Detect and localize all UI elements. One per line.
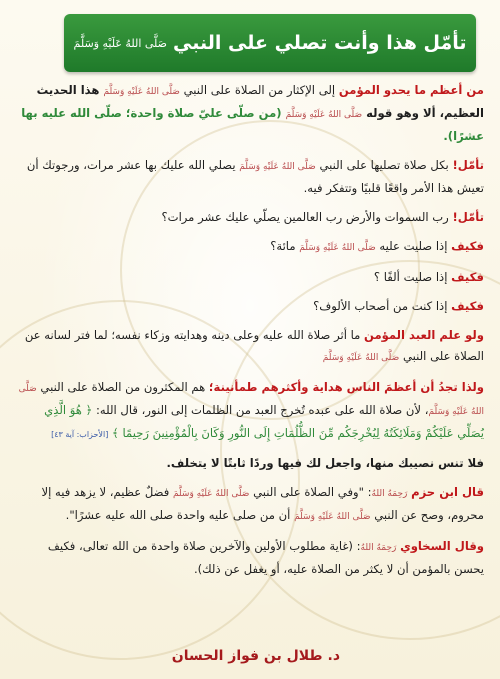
paragraph-10: قال ابن حزم رَحِمَهُ اللهُ: "وفي الصلاة على النبي صَلَّى اللهُ عَلَيْهِ وَسَلَّمَ فضلٌ عظيم، لا يزهد فيه إلا محروم، وصح عن النبي صَلَّى اللهُ عَلَيْهِ وَسَلَّمَ أن من صلى عليه واحدة صلى الله عليه عشرًا". <box>41 485 484 522</box>
quran-verse: ﴿ هُوَ الَّذِي يُصَلِّي عَلَيْكُمْ وَمَلَائِكَتُهُ لِيُخْرِجَكُم مِّنَ الظُّلُمَاتِ إِلَى النُّورِ وَكَانَ بِالْمُؤْمِنِينَ رَحِيمًا ﴾ <box>44 403 484 440</box>
paragraph-1: من أعظم ما يحدو المؤمن إلى الإكثار من الصلاة على النبي صَلَّى اللهُ عَلَيْهِ وَسَلَّمَ هذا الحديث العظيم، ألا وهو قوله صَلَّى اللهُ عَلَيْهِ وَسَلَّمَ (من صلّى عليّ صلاة واحدة؛ صلّى الله عليه بها عشرًا). <box>21 83 484 143</box>
title-banner <box>64 14 476 72</box>
paragraph-11: وقال السخاوي رَحِمَهُ اللهُ: (غاية مطلوب الأولين والآخرين صلاة واحدة من الله تعالى، فكيف يحسن بالمؤمن أن لا يكثر من الصلاة عليه، أو يغفل عن ذلك). <box>47 539 484 576</box>
article-body <box>18 80 484 588</box>
page-title: تأمّل هذا وأنت تصلي على النبي <box>173 32 467 54</box>
paragraph-2: تأمّل! بكل صلاة تصليها على النبي صَلَّى اللهُ عَلَيْهِ وَسَلَّمَ يصلي الله عليك بها عشر مرات، ورجوتك أن تعيش هذا الأمر واقعًا قلبيًا وتتفكر فيه. <box>26 158 484 195</box>
paragraph-9: فلا تنس نصيبك منها، واجعل لك فيها وردًا ثابتًا لا يتخلف. <box>166 456 484 470</box>
paragraph-6: فكيف إذا كنت من أصحاب الألوف؟ <box>313 299 484 313</box>
author-signature: د. طلال بن فواز الحسان <box>171 648 340 664</box>
paragraph-5: فكيف إذا صليت ألفًا ؟ <box>373 270 484 284</box>
verse-reference: [الأحزاب: آية ٤٣] <box>51 430 109 439</box>
paragraph-8: ولذا تجدُ أن أعظمَ الناس هداية وأكثرهم طمأنينة؛ هم المكثرون من الصلاة على النبي صَلَّى اللهُ عَلَيْهِ وَسَلَّمَ، لأن صلاة الله على عبده تُخرج العبد من الظلمات إلى النور، قال الله: ﴿ هُوَ الَّذِي يُصَلِّي عَلَيْكُمْ وَمَلَائِكَتُهُ لِيُخْرِجَكُم مِّنَ الظُّلُمَاتِ إِلَى النُّورِ وَكَانَ بِالْمُؤْمِنِينَ رَحِيمًا ﴾ [الأحزاب: آية ٤٣] <box>18 380 484 440</box>
title-honorific: صَلَّى اللهُ عَلَيْهِ وَسَلَّمَ <box>73 36 168 50</box>
paragraph-7: ولو علم العبد المؤمن ما أثر صلاة الله عليه وعلى دينه وهدايته وزكاء نفسه؛ لما فتر لسانه عن الصلاة على النبي صَلَّى اللهُ عَلَيْهِ وَسَلَّمَ <box>24 328 484 363</box>
paragraph-4: فكيف إذا صليت عليه صَلَّى اللهُ عَلَيْهِ وَسَلَّمَ مائة؟ <box>270 239 484 253</box>
paragraph-3: تأمّل! رب السموات والأرض رب العالمين يصلّي عليك عشر مرات؟ <box>161 210 484 224</box>
